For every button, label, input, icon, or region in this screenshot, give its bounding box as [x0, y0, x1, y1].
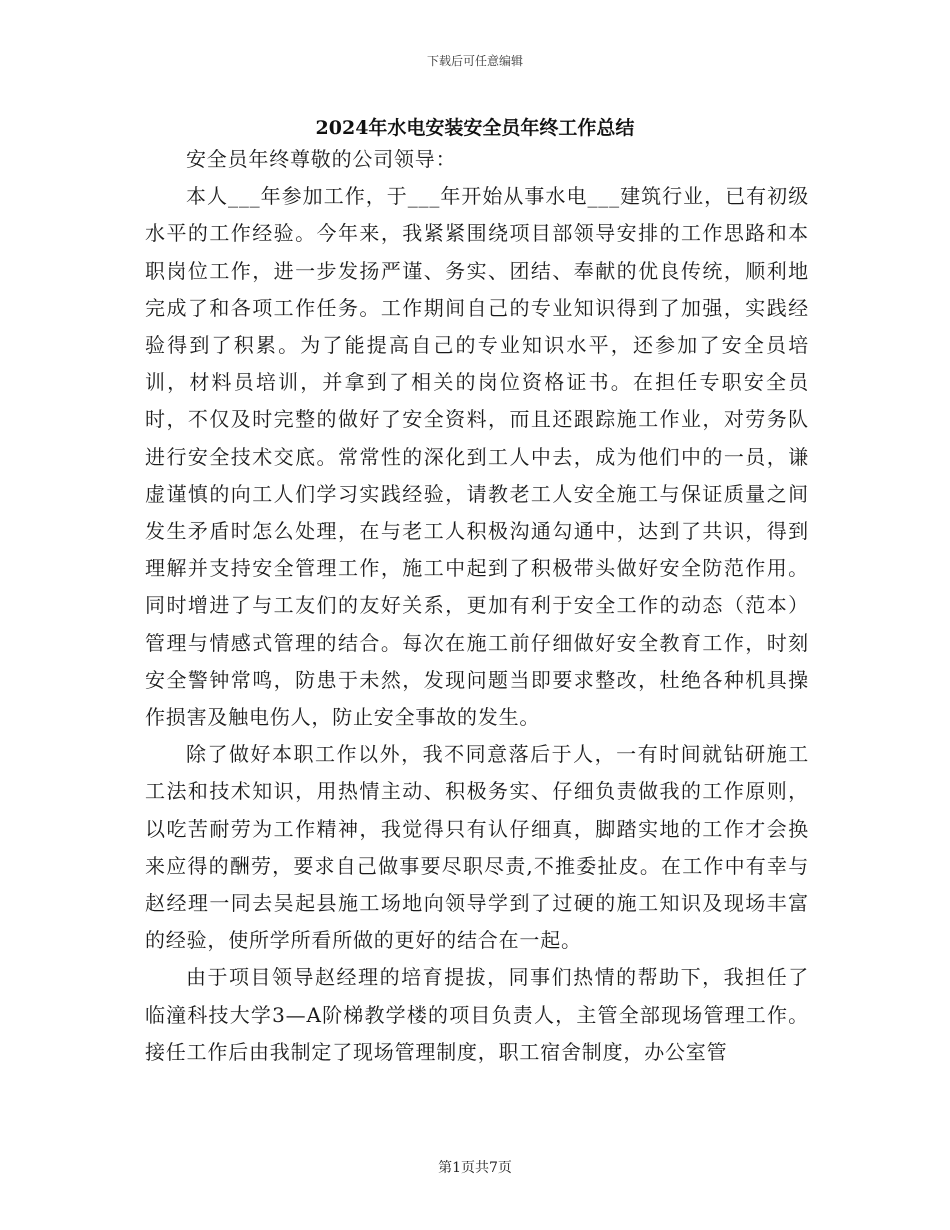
body-paragraph: 本人___年参加工作，于___年开始从事水电___建筑行业，已有初级水平的工作经验。今年来，我紧紧围绕项目部领导安排的工作思路和本职岗位工作，进一步发扬严谨、务实、团结、奉献的优良传统，顺利地完成了和各项工作任务。工作期间自己的专业知识得到了加强，实践经验得到了积累。为了能提高自己的专业知识水平，还参加了安全员培训，材料员培训，并拿到了相关的岗位资格证书。在担任专职安全员时，不仅及时完整的做好了安全资料，而且还跟踪施工作业，对劳务队进行安全技术交底。常常性的深化到工人中去，成为他们中的一员，谦虚谨慎的向工人们学习实践经验，请教老工人安全施工与保证质量之间发生矛盾时怎么处理，在与老工人积极沟通勾通中，达到了共识，得到理解并支持安全管理工作，施工中起到了积极带头做好安全防范作用。同时增进了与工友们的友好关系，更加有利于安全工作的动态（范本）管理与情感式管理的结合。每次在施工前仔细做好安全教育工作，时刻安全警钟常鸣，防患于未然，发现问题当即要求整改，杜绝各种机具操作损害及触电伤人，防止安全事故的发生。 — [145, 184, 809, 730]
page-number: 第1页共7页 — [438, 1160, 512, 1176]
document-body — [145, 141, 809, 1071]
document-title: 2024年水电安装安全员年终工作总结 — [315, 117, 635, 139]
salutation-paragraph: 安全员年终尊敬的公司领导： — [186, 147, 457, 171]
body-paragraph: 由于项目领导赵经理的培育提拔，同事们热情的帮助下，我担任了临潼科技大学3—A阶梯教学楼的项目负责人，主管全部现场管理工作。接任工作后由我制定了现场管理制度，职工宿舍制度，办公室管 — [145, 965, 809, 1064]
page-header-note: 下载后可任意编辑 — [426, 54, 523, 68]
body-paragraph: 除了做好本职工作以外，我不同意落后于人，一有时间就钻研施工工法和技术知识，用热情主动、积极务实、仔细负责做我的工作原则，以吃苦耐劳为工作精神，我觉得只有认仔细真，脚踏实地的工作才会换来应得的酬劳，要求自己做事要尽职尽责,不推委扯皮。在工作中有幸与赵经理一同去吴起县施工场地向领导学到了过硬的施工知识及现场丰富的经验，使所学所看所做的更好的结合在一起。 — [145, 742, 809, 953]
